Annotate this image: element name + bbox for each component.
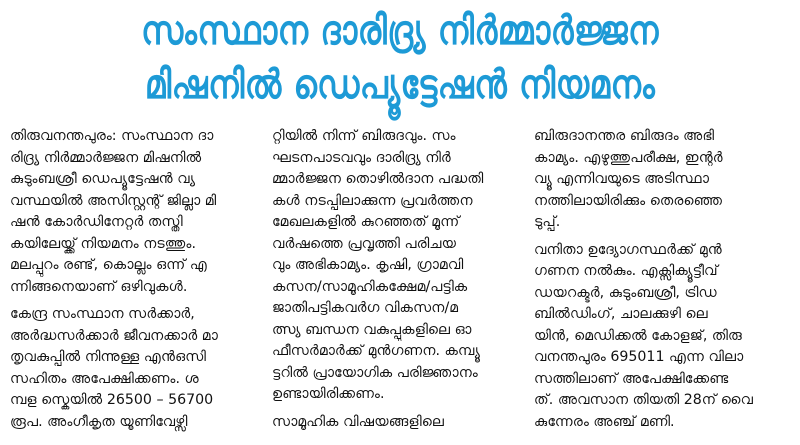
article-column-3 — [534, 126, 792, 441]
text-line: കുടുംബശ്രീ ഡെപ്യൂട്ടേഷൻ വ്യ — [10, 171, 196, 187]
text-line: വനന്തപുരം 695011 എന്ന വിലാ — [534, 349, 744, 365]
text-line: ടുപ്പ്. — [534, 214, 561, 230]
text-line: രിദ്ര്യ നിർമ്മാർജ്ജന മിഷനിൽ — [10, 149, 202, 166]
text-line: ഉണ്ടായിരിക്കണം. — [272, 386, 385, 402]
text-line: തിരുവനന്തപുരം: സംസ്ഥാന ദാ — [10, 128, 214, 144]
text-line: സഹിതം അപേക്ഷിക്കണം. ശ — [10, 370, 199, 387]
text-line: കുന്നേരം അഞ്ച് മണി. — [534, 413, 675, 430]
text-line: ബിരുദാനന്തര ബിരുദം അഭി — [534, 128, 715, 144]
text-line: രൂപ. അംഗീകൃത യൂണിവേഴ്സി — [10, 413, 188, 430]
text-line: ബിൽഡിംഗ്, ചാലക്കുഴി ലെ — [534, 306, 708, 322]
headline-line-1: സംസ്ഥാന ദാരിദ്ര്യ നിർമ്മാർജ്ജന — [141, 8, 659, 54]
article-body — [10, 126, 792, 441]
text-line: കസന/സാമൂഹികക്ഷേമ/പട്ടിക — [272, 278, 468, 295]
text-line: സത്തിലാണ് അപേക്ഷിക്കേണ്ട — [534, 370, 729, 387]
text-line: ത്. അവസാന തിയതി 28ന് വൈ — [534, 392, 754, 408]
text-line: ന്നിങ്ങനെയാണ് ഒഴിവുകൾ. — [10, 278, 188, 295]
headline — [0, 4, 800, 112]
text-line: മ്മാർജ്ജന തൊഴിൽദാന പദ്ധതി — [272, 171, 484, 187]
text-line: വർഷത്തെ പ്രവൃത്തി പരിചയ — [272, 235, 457, 252]
text-line: നത്തിലായിരിക്കും തെരഞ്ഞെ — [534, 192, 723, 209]
article-column-1 — [10, 126, 268, 441]
text-line: വസ്ഥയിൽ അസിസ്റ്റന്റ് ജില്ലാ മി — [10, 192, 217, 209]
text-line: തൃവകുപ്പിൽ നിന്നുള്ള എൻഒസി — [10, 349, 206, 365]
text-line: കാമ്യം. എഴുത്തുപരീക്ഷ, ഇന്റർ — [534, 149, 723, 166]
text-line: അർദ്ധസർക്കാർ ജീവനക്കാർ മാ — [10, 327, 218, 344]
text-line: ഡയറക്ടർ, കുടുംബശ്രീ, ട്രിഡ — [534, 284, 717, 301]
text-line: റ്റിയിൽ നിന്ന് ബിരുദവും. സം — [272, 128, 456, 144]
text-line: ട്ടറിൽ പ്രായോഗിക പരിജ്ഞാനം — [272, 364, 478, 381]
text-line: കയിലേയ്ക്ക് നിയമനം നടത്തും. — [10, 235, 196, 252]
text-line: വ്യൂ എന്നിവയുടെ അടിസ്ഥാ — [534, 171, 710, 187]
text-line: ത്സ്യ ബന്ധന വകുപ്പുകളിലെ ഓ — [272, 321, 472, 338]
text-line: കേന്ദ്ര സംസ്ഥാന സർക്കാർ, — [10, 306, 195, 322]
text-line: ഷൻ കോർഡിനേറ്റർ തസ്തി — [10, 214, 183, 230]
text-line: ഗണന നൽകും. എക്സിക്യൂട്ടീവ് — [534, 263, 718, 279]
text-line: ജാതിപട്ടികവർഗ വികസന/മ — [272, 300, 459, 316]
text-line: ഘടനപാടവവും ദാരിദ്ര്യ നിർ — [272, 149, 451, 166]
text-line: കൾ നടപ്പിലാക്കുന്ന പ്രവർത്തന — [272, 192, 473, 209]
text-line: സാമൂഹിക വിഷയങ്ങളിലെ — [272, 413, 444, 430]
text-line: വും അഭികാമ്യം. കൃഷി, ഗ്രാമവി — [272, 257, 464, 273]
text-line: വനിതാ ഉദ്യോഗസ്ഥർക്ക് മുൻ — [534, 241, 722, 258]
text-line: മ്പള സ്കെയിൽ 26500 – 56700 — [10, 392, 214, 408]
headline-line-2: മിഷനിൽ ഡെപ്യൂട്ടേഷൻ നിയമനം — [144, 62, 656, 108]
text-line: മലപ്പുറം രണ്ട്, കൊല്ലം ഒന്ന് എ — [10, 257, 207, 273]
text-line: യിൻ, മെഡിക്കൽ കോളജ്, തിരു — [534, 327, 742, 344]
text-line: ഫീസർമാർക്ക് മുൻഗണന. കമ്പ്യൂ — [272, 343, 480, 359]
text-line: മേഖലകളിൽ കുറഞ്ഞത് മൂന്ന് — [272, 214, 460, 230]
article-column-2 — [272, 126, 530, 441]
